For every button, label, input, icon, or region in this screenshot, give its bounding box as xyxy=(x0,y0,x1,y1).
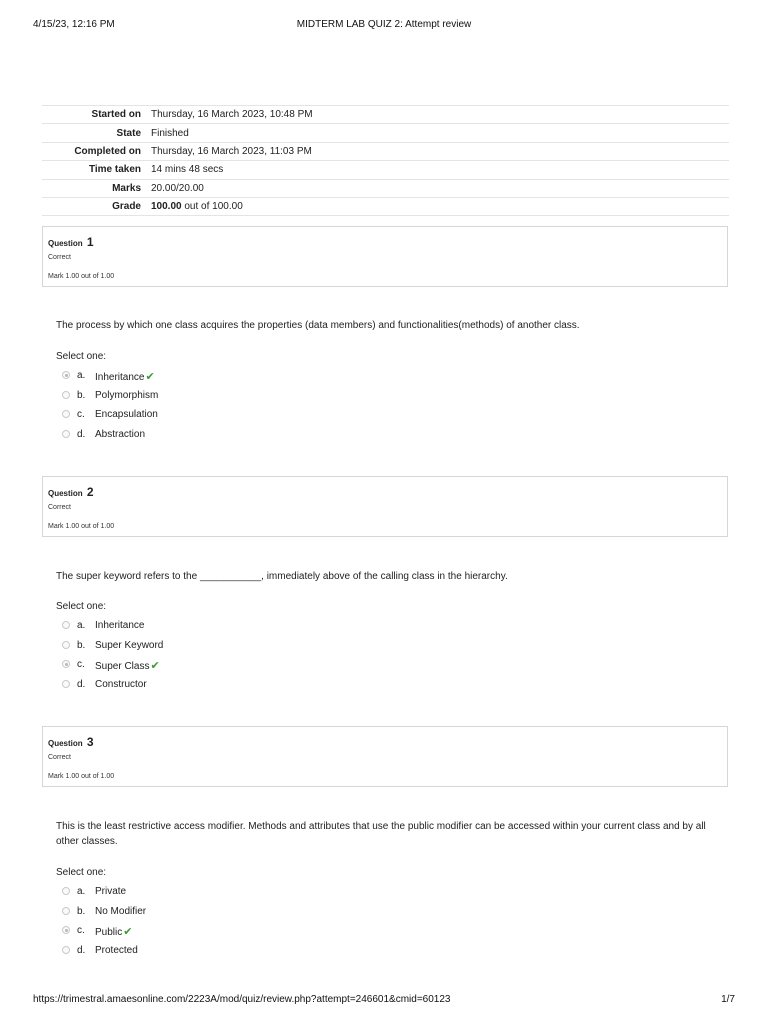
summary-label: Started on xyxy=(91,109,141,121)
question-state: Correct xyxy=(48,254,71,261)
radio-button[interactable] xyxy=(62,926,70,934)
answer-letter: a. xyxy=(77,370,86,381)
radio-button[interactable] xyxy=(62,391,70,399)
print-footer xyxy=(33,994,735,1008)
summary-row xyxy=(42,106,729,124)
answer-letter: d. xyxy=(77,678,86,690)
answer-text: No Modifier xyxy=(95,905,147,917)
question-label: Question xyxy=(48,489,83,498)
question-3-text: This is the least restrictive access modifier. Methods and attributes that use the public modifier can be accessed within your current class and by all other classes. xyxy=(56,821,706,847)
answer-letter: c. xyxy=(77,925,85,936)
summary-row xyxy=(42,197,729,215)
answer-letter: b. xyxy=(77,389,86,401)
select-one-prompt: Select one: xyxy=(56,351,107,362)
answer-text: Abstraction xyxy=(95,428,146,440)
answer-letter: b. xyxy=(77,639,86,651)
question-grade: Mark 1.00 out of 1.00 xyxy=(48,523,115,530)
summary-row xyxy=(42,161,729,179)
grade-out-of: out of 100.00 xyxy=(181,201,243,213)
question-number xyxy=(48,735,94,749)
correct-check-icon: ✔ xyxy=(150,660,160,672)
radio-button[interactable] xyxy=(62,907,70,915)
print-title: MIDTERM LAB QUIZ 2: Attempt review xyxy=(296,19,472,30)
summary-value: 20.00/20.00 xyxy=(151,182,204,194)
radio-button[interactable] xyxy=(62,641,70,649)
summary-label: Time taken xyxy=(88,164,141,176)
question-grade: Mark 1.00 out of 1.00 xyxy=(48,273,115,280)
summary-value: Thursday, 16 March 2023, 11:03 PM xyxy=(151,145,312,157)
question-number xyxy=(48,485,94,499)
answer-text: Inheritance xyxy=(95,372,145,383)
question-1-info xyxy=(42,226,728,287)
question-number xyxy=(48,235,94,249)
answer-text: Encapsulation xyxy=(95,409,158,420)
question-1-text: The process by which one class acquires the properties (data members) and functionalities(methods) of another class. xyxy=(56,320,580,331)
page-url: https://trimestral.amaesonline.com/2223A/mod/quiz/review.php?attempt=246601&cmid=60123 xyxy=(33,994,451,1005)
answer-text: Polymorphism xyxy=(95,389,159,401)
summary-value: Thursday, 16 March 2023, 10:48 PM xyxy=(151,109,313,121)
summary-value: 14 mins 48 secs xyxy=(151,164,224,176)
question-grade: Mark 1.00 out of 1.00 xyxy=(48,773,115,780)
print-datetime: 4/15/23, 12:16 PM xyxy=(33,19,115,30)
page-number: 1/7 xyxy=(721,994,735,1005)
radio-button[interactable] xyxy=(62,410,70,418)
summary-label: Marks xyxy=(112,182,141,194)
radio-button[interactable] xyxy=(62,887,70,895)
radio-button[interactable] xyxy=(62,660,70,668)
summary-row xyxy=(42,124,729,142)
answer-letter: c. xyxy=(77,409,85,420)
select-one-prompt: Select one: xyxy=(56,601,107,612)
answer-text: Super Keyword xyxy=(95,639,164,651)
answer-letter: c. xyxy=(77,659,85,670)
answer-text: Constructor xyxy=(95,678,147,690)
summary-label: State xyxy=(116,127,141,139)
question-number-value: 3 xyxy=(86,735,94,749)
answer-text: Public xyxy=(95,927,123,938)
summary-label: Grade xyxy=(112,201,141,213)
answer-letter: a. xyxy=(77,886,86,897)
answer-text: Protected xyxy=(95,944,138,956)
question-number-value: 1 xyxy=(86,235,94,249)
correct-check-icon: ✔ xyxy=(145,371,155,383)
answer-letter: d. xyxy=(77,944,86,956)
summary-value xyxy=(151,197,729,215)
radio-button[interactable] xyxy=(62,946,70,954)
question-3-info xyxy=(42,726,728,787)
answer-text: Super Class xyxy=(95,661,150,672)
summary-label: Completed on xyxy=(74,145,141,157)
question-label: Question xyxy=(48,239,83,248)
summary-row xyxy=(42,179,729,197)
answer-text: Inheritance xyxy=(95,620,145,631)
radio-button[interactable] xyxy=(62,430,70,438)
question-state: Correct xyxy=(48,504,71,511)
question-number-value: 2 xyxy=(86,485,94,499)
answer-letter: d. xyxy=(77,428,86,440)
question-2-info xyxy=(42,476,728,537)
radio-button[interactable] xyxy=(62,621,70,629)
question-state: Correct xyxy=(48,754,71,761)
print-header xyxy=(33,19,735,33)
answer-letter: a. xyxy=(77,620,86,631)
select-one-prompt: Select one: xyxy=(56,867,107,878)
radio-button[interactable] xyxy=(62,680,70,688)
radio-button[interactable] xyxy=(62,371,70,379)
summary-value: Finished xyxy=(151,127,189,139)
question-2-text: The super keyword refers to the ___________, immediately above of the calling class in the hierarchy. xyxy=(56,571,508,582)
correct-check-icon: ✔ xyxy=(123,926,133,938)
attempt-summary-table xyxy=(42,105,729,216)
answer-letter: b. xyxy=(77,905,86,917)
grade-score: 100.00 xyxy=(151,201,182,213)
answer-text: Private xyxy=(95,886,127,897)
summary-row xyxy=(42,142,729,160)
question-label: Question xyxy=(48,739,83,748)
